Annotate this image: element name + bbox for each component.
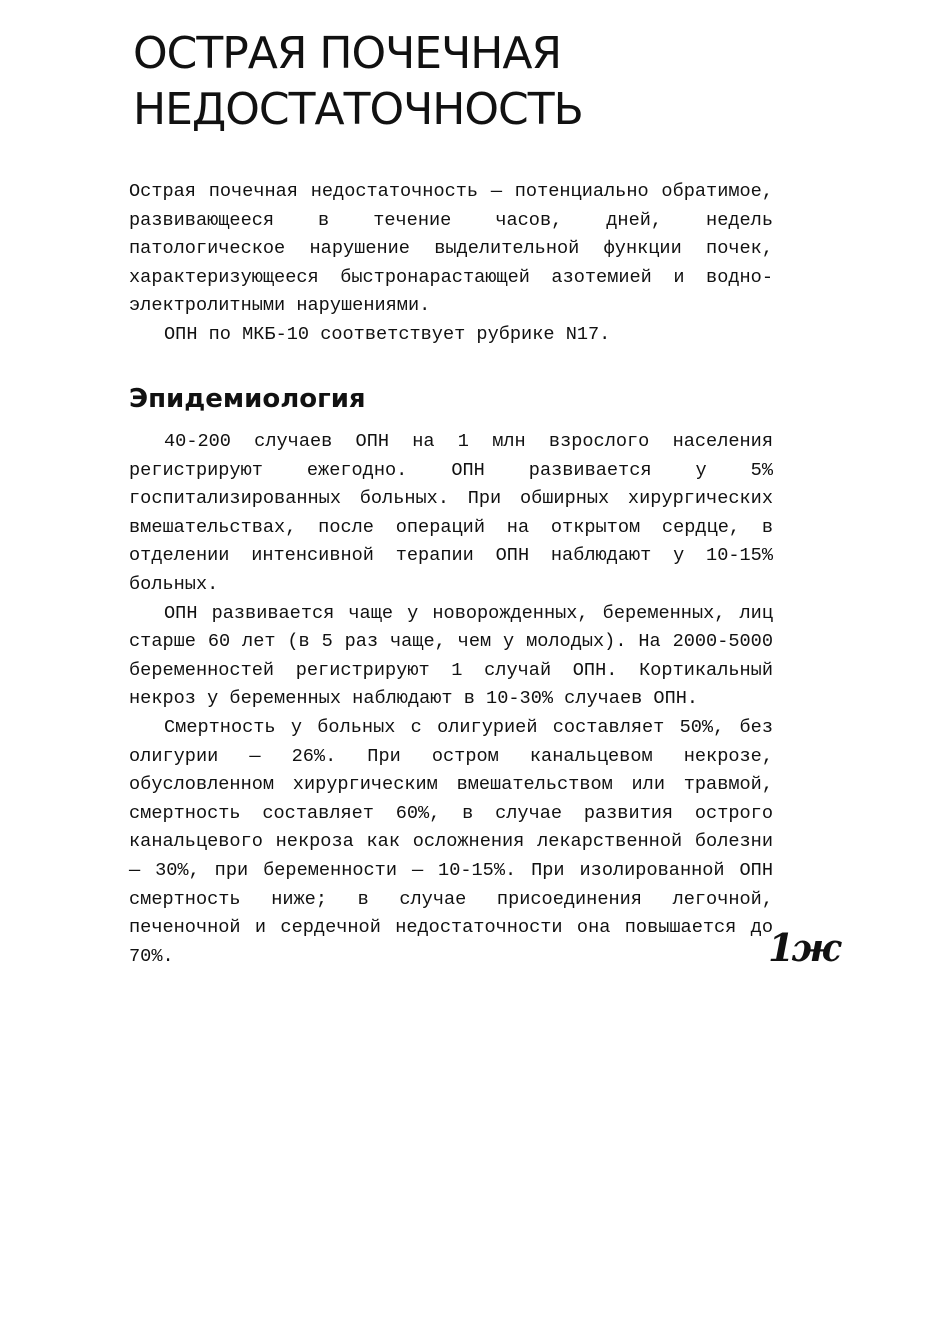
page-title-line-2: НЕДОСТАТОЧНОСТЬ (133, 84, 583, 135)
intro-definition-paragraph: Острая почечная недостаточность — потенциально обратимое, развивающееся в течение часов, дней, недель патологическое нарушение выделительной функции почек, характеризующееся быстронарастающей азотемией и водно-электролитными нарушениями. (129, 181, 773, 317)
epidemiology-paragraph-risk-groups: ОПН развивается чаще у новорожденных, беременных, лиц старше 60 лет (в 5 раз чаще, чем у молодых). На 2000-5000 беременностей регистрируют 1 случай ОПН. Кортикальный некроз у беременных наблюдают в 10-30% случаев ОПН. (129, 602, 773, 710)
section-heading-epidemiology: Эпидемиология (129, 384, 366, 414)
epidemiology-paragraph-mortality: Смертность у больных с олигурией составляет 50%, без олигурии — 26%. При остром канальцевом некрозе, обусловленном хирургическим вмешательством или травмой, смертность составляет 60%, в случае развития острого канальцевого некроза как осложнения лекарственной болезни — 30%, при беременности — 10-15%. При изолированной ОПН смертность ниже; в случае присоединения легочной, печеночной и сердечной недостаточности она повышается до 70%. (129, 716, 773, 967)
page-title (133, 26, 583, 138)
page-title-line-1: ОСТРАЯ ПОЧЕЧНАЯ (133, 28, 562, 79)
intro-section (129, 178, 773, 350)
publisher-logo (768, 925, 838, 971)
epidemiology-paragraph-incidence: 40-200 случаев ОПН на 1 млн взрослого населения регистрируют ежегодно. ОПН развивается у 5% госпитализированных больных. При обширных хирургических вмешательствах, после операций на открытом сердце, в отделении интенсивной терапии ОПН наблюдают у 10-15% больных. (129, 431, 773, 595)
publisher-logo-text: 1ж (768, 925, 839, 970)
epidemiology-section (129, 428, 773, 971)
intro-icd-paragraph: ОПН по МКБ-10 соответствует рубрике N17. (164, 323, 611, 345)
